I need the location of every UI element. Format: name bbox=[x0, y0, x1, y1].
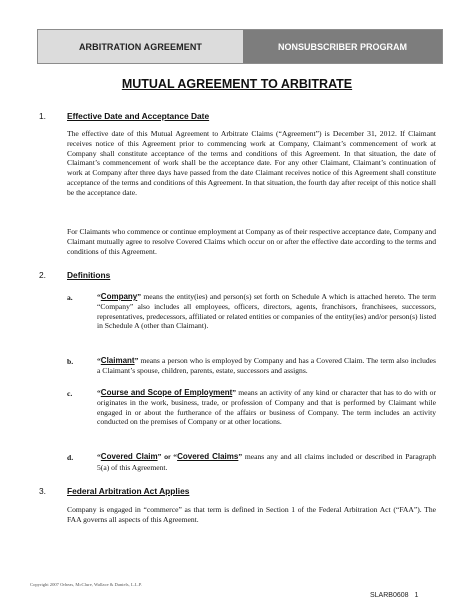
definition-c: “Course and Scope of Employment” means an activity of any kind or character that has to do with or originates in the work, business, trade, or profession of Company and that is performed by Claimant while engaged in or about the furtherance of the affairs or business of Company. The term includes an activity conducted on the premises of Company or at other locations. bbox=[97, 388, 437, 427]
definition-d-term: Covered Claim bbox=[100, 452, 158, 461]
section-3-heading: Federal Arbitration Act Applies bbox=[67, 486, 190, 496]
document-title-wrap bbox=[0, 77, 474, 91]
section-1-paragraph-2: For Claimants who commence or continue employment at Company as of their respective acceptance date, Company and Claimant mutually agree to resolve Covered Claims which occur on or after the effective date according to the terms and conditions of this Agreement. bbox=[67, 227, 436, 256]
section-1-number: 1. bbox=[39, 111, 46, 121]
section-1-heading: Effective Date and Acceptance Date bbox=[67, 111, 210, 121]
definition-b-letter: b. bbox=[67, 357, 74, 366]
footer-doc-code: SLARB0608 bbox=[370, 592, 409, 599]
header-label-program: NONSUBSCRIBER PROGRAM bbox=[243, 30, 442, 63]
section-3-paragraph-1: Company is engaged in “commerce” as that term is defined in Section 1 of the Federal Arbitration Act (“FAA”). The FAA governs all aspects of this Agreement. bbox=[67, 505, 436, 524]
footer-copyright: Copyright 2007 Orheas, McClure, Wallace & Daniels, L.L.P. bbox=[30, 582, 142, 587]
definition-c-text: means an activity of any kind or character that has to do with or originates in the work, business, trade, or profession of Company and that is performed by Claimant while engaged in or about the furtherance of the affairs or business of Company. The term includes an activity conducted on the premises of Company or at other locations. bbox=[97, 388, 437, 427]
definition-c-term: Course and Scope of Employment bbox=[100, 388, 233, 397]
definition-a-text: means the entity(ies) and person(s) set forth on Schedule A which is attached hereto. The term “Company” also includes all employees, officers, directors, agents, franchisors, franchisees, successors, representatives, predecessors, affiliated or related entities or companies of the entity(ies) and/or person(s) listed in Schedule A (other than Claimant). bbox=[97, 292, 436, 331]
definition-a: “Company” means the entity(ies) and person(s) set forth on Schedule A which is attached hereto. The term “Company” also includes all employees, officers, directors, agents, franchisors, franchisees, successors, representatives, predecessors, affiliated or related entities or companies of the entity(ies) and/or person(s) listed in Schedule A (other than Claimant). bbox=[97, 292, 436, 331]
definition-a-letter: a. bbox=[67, 293, 73, 302]
section-3-number: 3. bbox=[39, 486, 46, 496]
section-1-paragraph-1: The effective date of this Mutual Agreement to Arbitrate Claims (“Agreement”) is December 31, 2012. If Claimant receives notice of this Agreement prior to commencing work at Company, Claimant’s commencement of work at Company shall constitute acceptance of the terms and conditions of this Agreement. In that situation, the date of Claimant’s commencement of work shall be the acceptance date. For any other Claimant, Claimant’s continuation of work at Company after three days have passed from the date Claimant receives notice of this Agreement shall constitute acceptance of the terms and conditions of this Agreement. In that situation, the fourth day after receipt of this notice shall be the acceptance date. bbox=[67, 129, 436, 197]
section-2-number: 2. bbox=[39, 270, 46, 280]
definition-b-text: means a person who is employed by Company and has a Covered Claim. The term also includes a Claimant’s spouse, children, parents, estate, successors and assigns. bbox=[97, 356, 436, 375]
document-title: MUTUAL AGREEMENT TO ARBITRATE bbox=[121, 77, 353, 91]
section-2-heading: Definitions bbox=[67, 270, 111, 280]
definition-d: “Covered Claim” or “Covered Claims” means any and all claims included or described in Paragraph 5(a) of this Agreement. bbox=[97, 452, 436, 472]
definition-d-text: means any and all claims included or described in Paragraph 5(a) of this Agreement. bbox=[97, 452, 436, 472]
definition-c-letter: c. bbox=[67, 389, 73, 398]
definition-d-or: or bbox=[164, 454, 171, 461]
footer-doc-info bbox=[370, 592, 418, 599]
definition-b-term: Claimant bbox=[100, 356, 135, 365]
definition-d-letter: d. bbox=[67, 453, 74, 462]
footer-page-number: 1 bbox=[414, 592, 419, 599]
definition-a-term: Company bbox=[100, 292, 138, 301]
document-header bbox=[37, 29, 443, 64]
header-label-arbitration: ARBITRATION AGREEMENT bbox=[38, 30, 243, 63]
definition-d-term-2: Covered Claims bbox=[177, 452, 239, 461]
definition-b: “Claimant” means a person who is employed by Company and has a Covered Claim. The term also includes a Claimant’s spouse, children, parents, estate, successors and assigns. bbox=[97, 356, 436, 375]
